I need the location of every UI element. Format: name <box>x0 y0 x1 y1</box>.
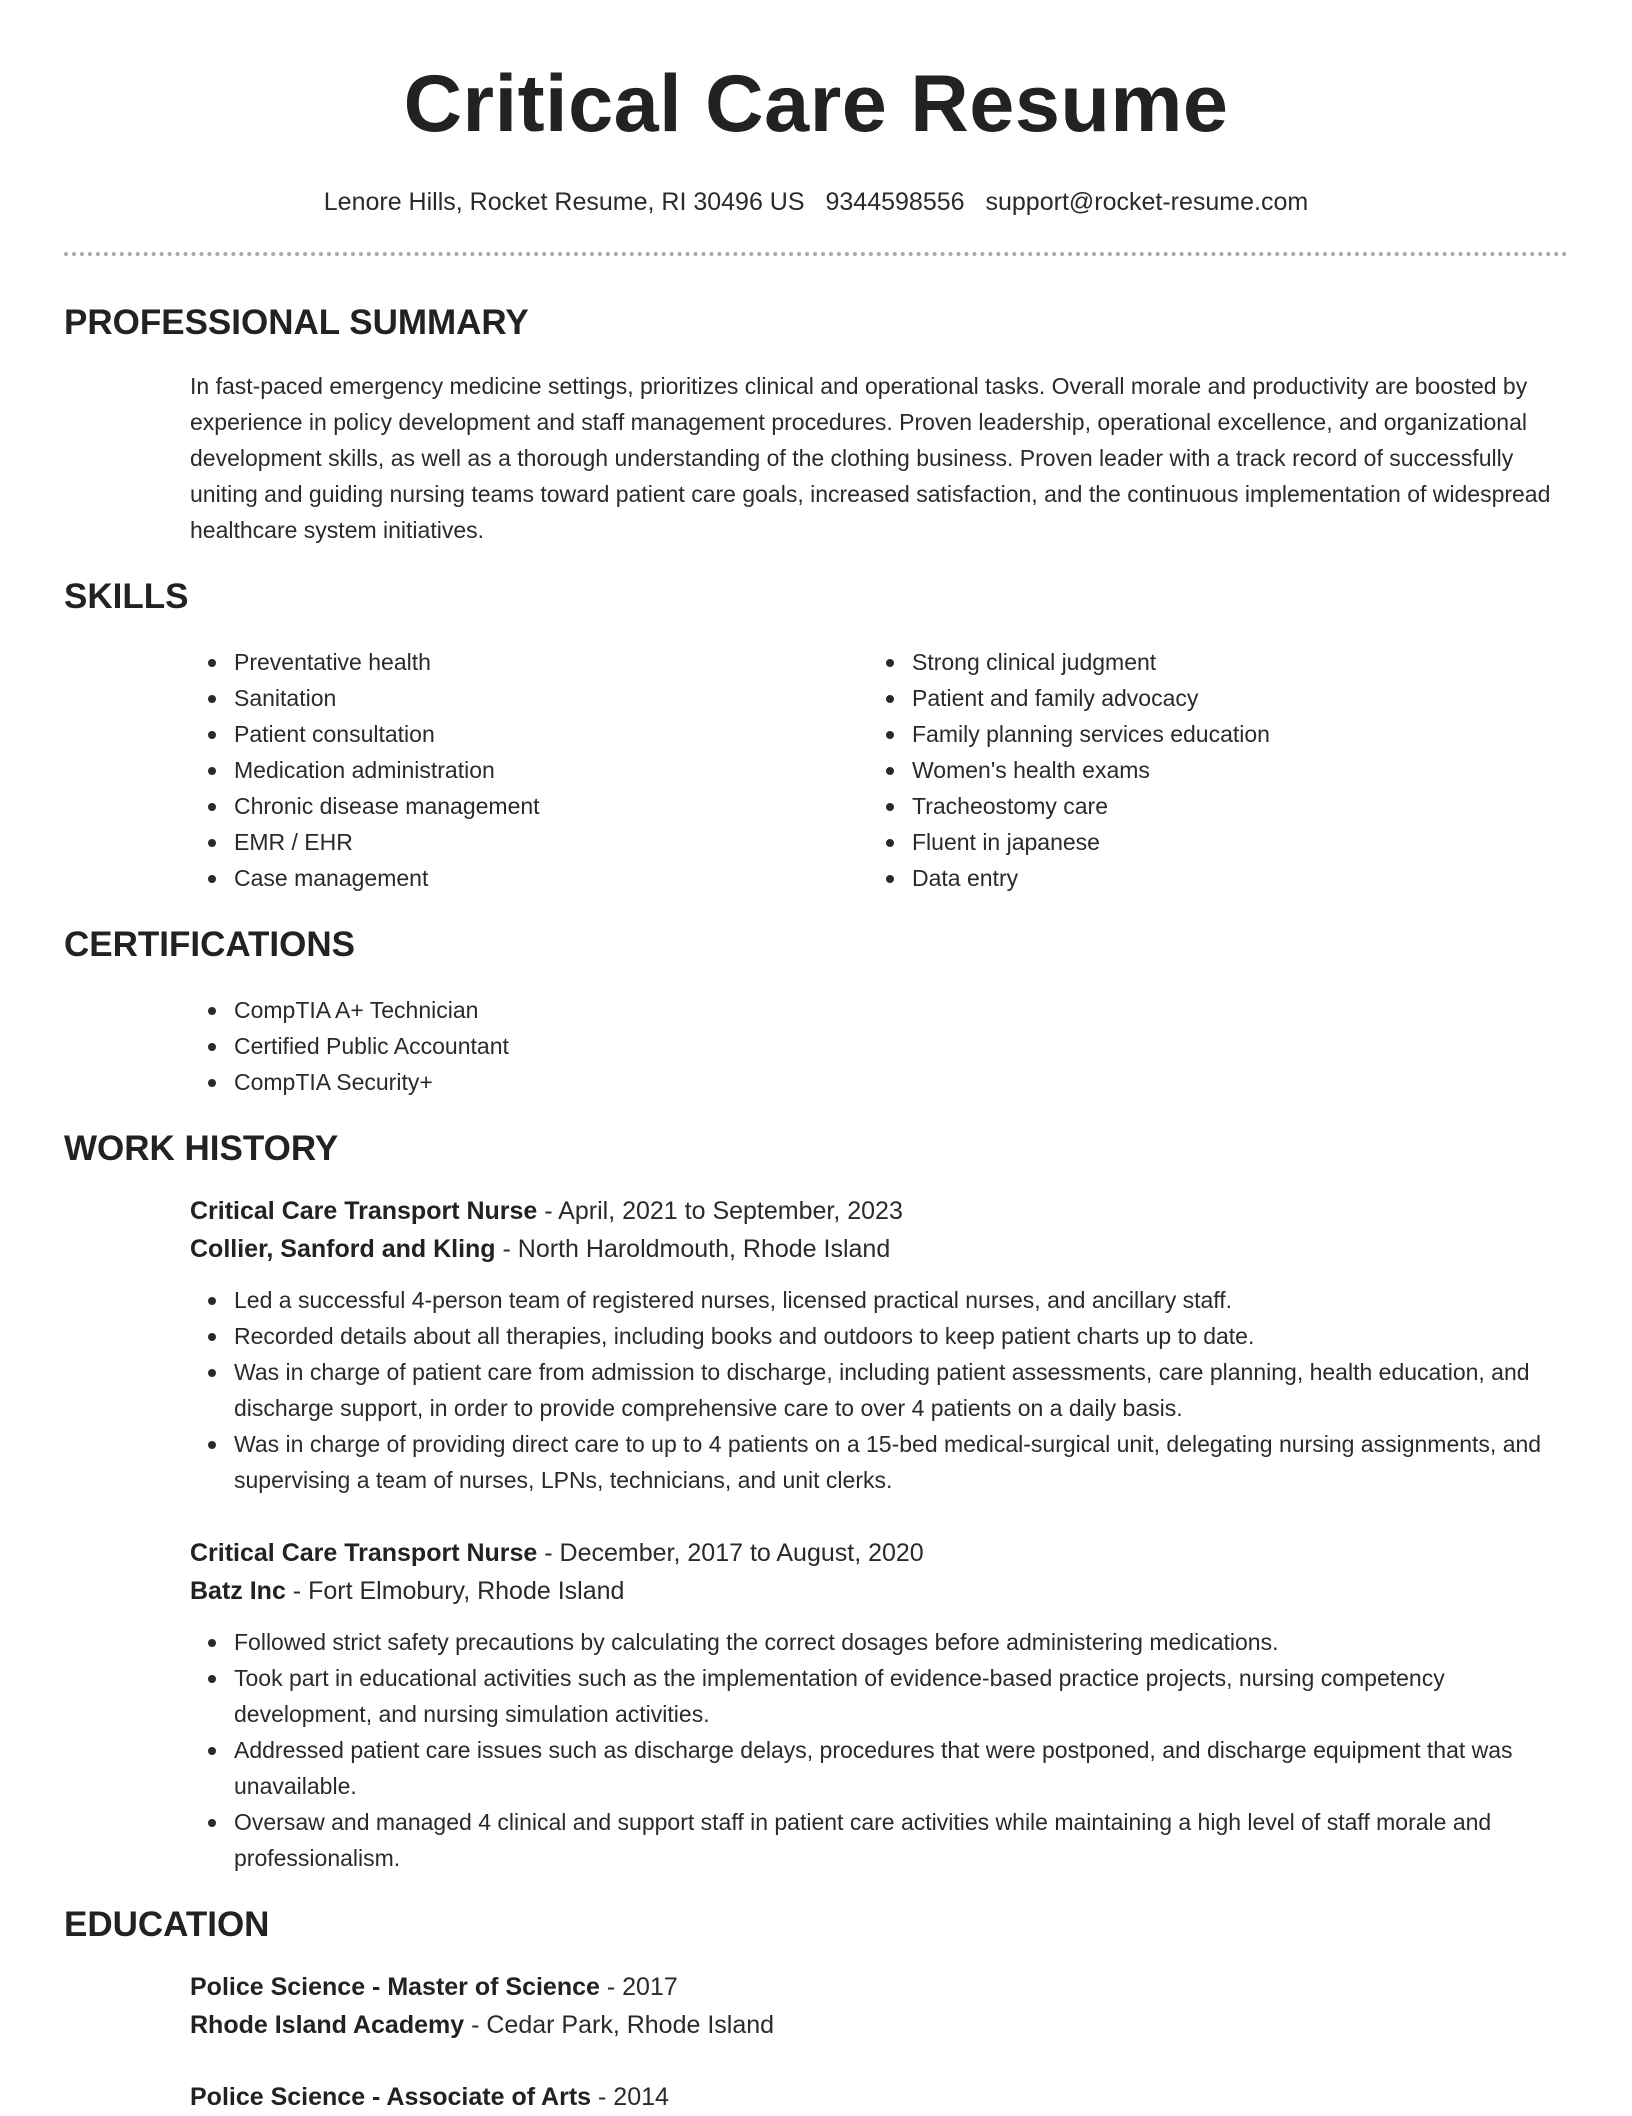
job-title: Critical Care Transport Nurse <box>190 1539 538 1567</box>
job-dates: - April, 2021 to September, 2023 <box>537 1197 903 1225</box>
certifications-heading: CERTIFICATIONS <box>64 925 356 964</box>
job-company-line <box>190 1572 1568 1610</box>
education-entry <box>190 2078 1568 2116</box>
education-heading: EDUCATION <box>64 1905 270 1944</box>
header-divider <box>64 252 1568 256</box>
job-bullet: Oversaw and managed 4 clinical and support staff in patient care activities while maintaining a high level of staff morale and professionalism. <box>234 1804 1568 1876</box>
skill-item: Tracheostomy care <box>912 788 1546 824</box>
contact-email: support@rocket-resume.com <box>985 188 1309 216</box>
work-history-heading: WORK HISTORY <box>64 1129 339 1168</box>
contact-info <box>64 186 1568 218</box>
skill-item: Case management <box>234 860 868 896</box>
skill-item: Preventative health <box>234 644 868 680</box>
skill-item: Strong clinical judgment <box>912 644 1546 680</box>
skill-item: Medication administration <box>234 752 868 788</box>
skill-item: Patient and family advocacy <box>912 680 1546 716</box>
job-bullet: Was in charge of patient care from admission to discharge, including patient assessments, care planning, health education, and discharge support, in order to provide comprehensive care to over 4 patients on a daily basis. <box>234 1354 1568 1426</box>
resume-title: Critical Care Resume <box>403 59 1229 149</box>
skill-item: Fluent in japanese <box>912 824 1546 860</box>
skill-item: EMR / EHR <box>234 824 868 860</box>
job-bullet: Followed strict safety precautions by calculating the correct dosages before administering medications. <box>234 1624 1568 1660</box>
education-degree: Police Science - Associate of Arts <box>190 2083 592 2111</box>
education-degree: Police Science - Master of Science <box>190 1973 600 2001</box>
job-bullet: Was in charge of providing direct care to up to 4 patients on a 15-bed medical-surgical unit, delegating nursing assignments, and supervising a team of nurses, LPNs, technicians, and unit clerks. <box>234 1426 1568 1498</box>
education-entry <box>190 1968 1568 2044</box>
job-location: - North Haroldmouth, Rhode Island <box>495 1235 891 1263</box>
summary-text: In fast-paced emergency medicine settings, prioritizes clinical and operational tasks. Overall morale and productivity are boosted by experience in policy development and staff management procedures. Proven leadership, operational excellence, and organizational development skills, as well as a thorough understanding of the clothing business. Proven leader with a track record of successfully uniting and guiding nursing teams toward patient care goals, increased satisfaction, and the continuous implementation of widespread healthcare system initiatives. <box>190 373 1551 543</box>
skill-item: Data entry <box>912 860 1546 896</box>
job-bullet: Led a successful 4-person team of registered nurses, licensed practical nurses, and ancillary staff. <box>234 1282 1568 1318</box>
job-bullet: Addressed patient care issues such as discharge delays, procedures that were postponed, and discharge equipment that was unavailable. <box>234 1732 1568 1804</box>
job-location: - Fort Elmobury, Rhode Island <box>285 1577 625 1605</box>
education-degree-line <box>190 2078 1568 2116</box>
summary-heading: PROFESSIONAL SUMMARY <box>64 303 529 342</box>
job-dates: - December, 2017 to August, 2020 <box>537 1539 924 1567</box>
education-year: - 2014 <box>591 2083 669 2111</box>
education-year: - 2017 <box>599 1973 678 2001</box>
education-degree-line <box>190 1968 1568 2006</box>
skills-column-right <box>868 644 1546 896</box>
job-company-line <box>190 1230 1568 1268</box>
job-bullet: Took part in educational activities such as the implementation of evidence-based practice projects, nursing competency development, and nursing simulation activities. <box>234 1660 1568 1732</box>
certification-item: CompTIA A+ Technician <box>234 992 1568 1028</box>
certification-item: Certified Public Accountant <box>234 1028 1568 1064</box>
contact-address: Lenore Hills, Rocket Resume, RI 30496 US <box>323 188 805 216</box>
job-company: Collier, Sanford and Kling <box>190 1235 496 1263</box>
job-bullet: Recorded details about all therapies, including books and outdoors to keep patient charts up to date. <box>234 1318 1568 1354</box>
skill-item: Patient consultation <box>234 716 868 752</box>
skill-item: Sanitation <box>234 680 868 716</box>
certifications-list <box>190 992 1568 1100</box>
job-title-line <box>190 1192 1568 1230</box>
education-school-line <box>190 2006 1568 2044</box>
skill-item: Chronic disease management <box>234 788 868 824</box>
skill-item: Family planning services education <box>912 716 1546 752</box>
contact-phone: 9344598556 <box>825 188 965 216</box>
skill-item: Women's health exams <box>912 752 1546 788</box>
skills-column-left <box>190 644 868 896</box>
job-company: Batz Inc <box>190 1577 286 1605</box>
job-title: Critical Care Transport Nurse <box>190 1197 538 1225</box>
certification-item: CompTIA Security+ <box>234 1064 1568 1100</box>
education-location: - Cedar Park, Rhode Island <box>464 2011 775 2039</box>
education-school: Rhode Island Academy <box>190 2011 465 2039</box>
job-title-line <box>190 1534 1568 1572</box>
skills-list <box>190 644 1568 896</box>
resume-page <box>64 0 1568 2116</box>
job-entry <box>190 1534 1568 1876</box>
job-entry <box>190 1192 1568 1498</box>
skills-heading: SKILLS <box>64 577 189 616</box>
